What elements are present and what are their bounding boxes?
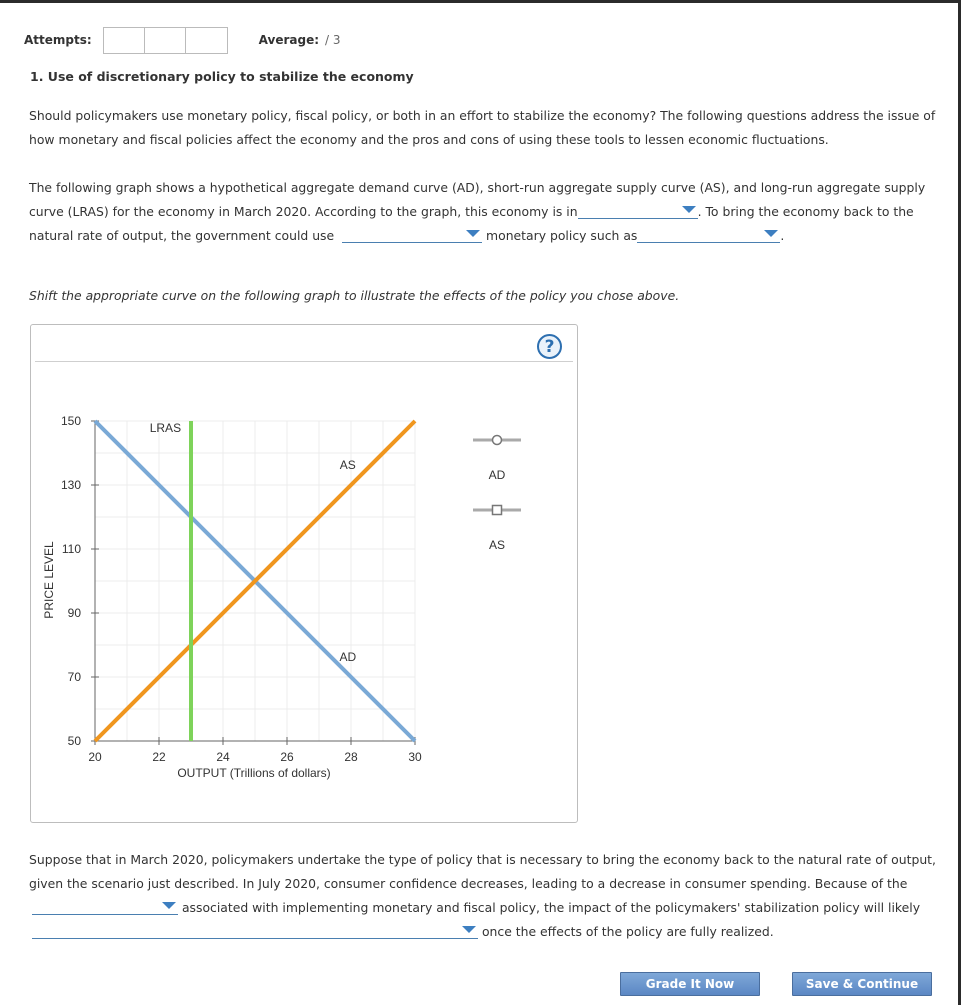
paragraph-text: The following graph shows a hypothetical aggregate demand curve (AD), short-run aggregate supply curve (AS), and long-run aggregate supply curve (LRAS) for the economy in March 2020. According to the graph, this economy is in [29,180,926,219]
assignment-page [0,3,958,1005]
y-tick-label: 50 [67,734,81,748]
x-axis-label: OUTPUT (Trillions of dollars) [177,766,331,780]
chevron-down-icon [462,926,476,933]
ad-as-chart[interactable] [31,325,579,824]
y-tick-label: 70 [67,670,81,684]
chart-labels [150,421,357,664]
average-label: Average: [258,33,320,47]
intro-paragraph: Should policymakers use monetary policy, fiscal policy, or both in an effort to stabilize the economy? The following questions address the issue of how monetary and fiscal policies affect the economy and the pros and cons of using these tools to lessen economic fluctuations. [29,108,936,147]
chevron-down-icon [162,902,176,909]
chevron-down-icon [682,206,696,213]
x-tick-label: 20 [88,750,102,764]
policy-impact-dropdown[interactable] [32,923,478,939]
y-tick-label: 150 [60,414,81,428]
average-value: / 3 [325,33,341,47]
policy-type-dropdown[interactable] [342,227,482,243]
economy-state-dropdown[interactable] [578,203,698,219]
legend-as[interactable] [473,506,521,553]
graph-description-paragraph [29,176,944,248]
curve-label-lras: LRAS [149,421,182,436]
paragraph-text: associated with implementing monetary and fiscal policy, the impact of the policymakers' stabilization policy will likely [181,900,921,915]
x-tick-label: 22 [152,750,166,764]
x-tick-label: 28 [344,750,358,764]
chevron-down-icon [466,230,480,237]
paragraph-text: . To bring the economy back to the natural rate of output, the government could use [29,204,914,243]
y-tick-label: 110 [61,542,81,556]
graph-instruction: Shift the appropriate curve on the following graph to illustrate the effects of the policy you chose above. [29,288,680,303]
y-tick-label: 130 [60,478,81,492]
chevron-down-icon [764,230,778,237]
save-continue-button[interactable]: Save & Continue [792,972,932,996]
question-title: 1. Use of discretionary policy to stabilize the economy [30,69,414,84]
y-axis-label: PRICE LEVEL [42,541,56,619]
square-handle-icon[interactable] [493,506,502,515]
x-tick-label: 24 [216,750,230,764]
y-tick-label: 90 [67,606,81,620]
curve-label-ad: AD [339,650,357,664]
circle-handle-icon[interactable] [493,436,502,445]
paragraph-text: Suppose that in March 2020, policymakers undertake the type of policy that is necessary to bring the economy back to the natural rate of output, given the scenario just described. In July 2020, consumer confidence decreases, leading to a decrease in consumer spending. Because of the [29,852,936,891]
legend-as-label: AS [488,538,506,552]
x-tick-label: 30 [408,750,422,764]
paragraph-text: . [780,228,785,243]
attempts-bar [24,27,341,53]
attempts-label: Attempts: [24,33,92,47]
followup-paragraph [29,848,944,944]
attempt-box [145,28,186,53]
help-button[interactable]: ? [537,334,562,359]
curve-label-as: AS [339,458,356,472]
attempt-box [186,28,227,53]
policy-example-dropdown[interactable] [637,227,780,243]
lag-type-dropdown[interactable] [32,899,178,915]
graph-panel [30,324,578,823]
grade-it-now-button[interactable]: Grade It Now [620,972,760,996]
attempt-box [104,28,145,53]
legend-ad-label: AD [488,468,506,482]
paragraph-text: once the effects of the policy are fully realized. [481,924,774,939]
attempt-boxes [103,27,228,54]
x-tick-label: 26 [280,750,294,764]
paragraph-text: monetary policy such as [486,228,638,243]
legend-ad[interactable] [473,436,521,483]
